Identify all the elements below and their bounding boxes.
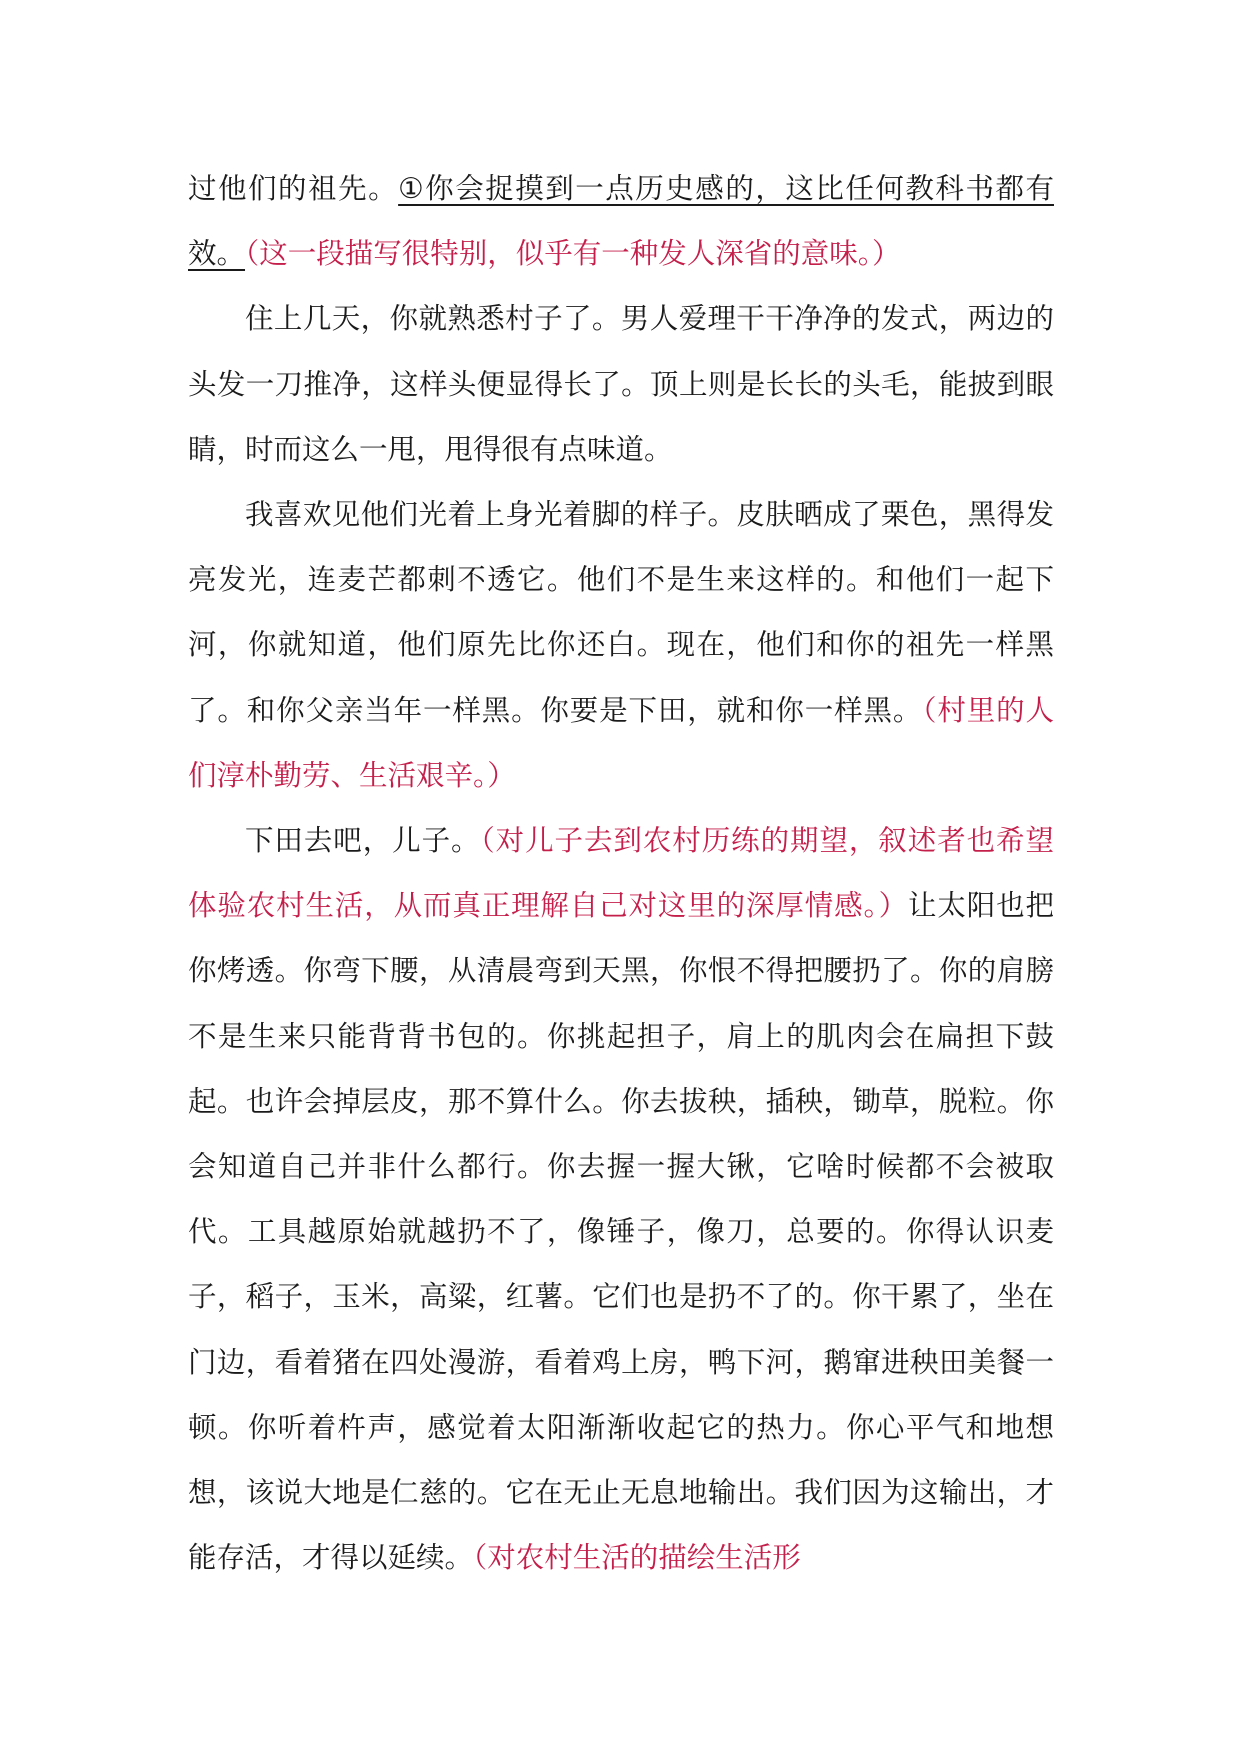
- annotation-note: （村里的人们淳朴勤劳、生活艰辛。）: [188, 693, 1054, 792]
- document-page: [188, 156, 1054, 1590]
- text-segment: 让太阳也把你烤透。你弯下腰，从清晨弯到天黑，你恨不得把腰扔了。你的肩膀不是生来只能背背书包的。你挑起担子，肩上的肌肉会在扁担下鼓起。也许会掉层皮，那不算什么。你去拔秧，插秧，锄草，脱粒。你会知道自己并非什么都行。你去握一握大锹，它啥时候都不会被取代。工具越原始就越扔不了，像锤子，像刀，总要的。你得认识麦子，稻子，玉米，高粱，红薯。它们也是扔不了的。你干累了，坐在门边，看着猪在四处漫游，看着鸡上房，鸭下河，鹅窜进秧田美餐一顿。你听着杵声，感觉着太阳渐渐收起它的热力。你心平气和地想想，该说大地是仁慈的。它在无止无息地输出。我们因为这输出，才能存活，才得以延续。: [188, 889, 1054, 1575]
- paragraph-4: [188, 808, 1054, 1590]
- text-segment: 下田去吧，儿子。: [245, 824, 481, 858]
- annotation-note: （这一段描写很特别，似乎有一种发人深省的意味。）: [245, 237, 901, 271]
- text-segment: 过他们的祖先。: [188, 172, 399, 205]
- paragraph-1: [188, 156, 1054, 286]
- paragraph-2: [188, 286, 1054, 482]
- text-segment: 我喜欢见他们光着上身光着脚的样子。皮肤晒成了栗色，黑得发亮发光，连麦芒都刺不透它。他们不是生来这样的。和他们一起下河，你就知道，他们原先比你还白。现在，他们和你的祖先一样黑了。和你父亲当年一样黑。你要是下田，就和你一样黑。: [188, 498, 1054, 727]
- paragraph-3: [188, 482, 1054, 808]
- annotation-note: （对儿子去到农村历练的期望，叙述者也希望体验农村生活，从而真正理解自己对这里的深厚情感。）: [188, 824, 1054, 923]
- annotation-note: （对农村生活的描绘生活形: [473, 1541, 801, 1575]
- underlined-sentence-1: ①你会捉摸到一点历史感的，这比任何教科书都有效。: [188, 172, 1054, 271]
- text-segment: 住上几天，你就熟悉村子了。男人爱理干干净净的发式，两边的头发一刀推净，这样头便显得长了。顶上则是长长的头毛，能披到眼睛，时而这么一甩，甩得很有点味道。: [188, 302, 1054, 466]
